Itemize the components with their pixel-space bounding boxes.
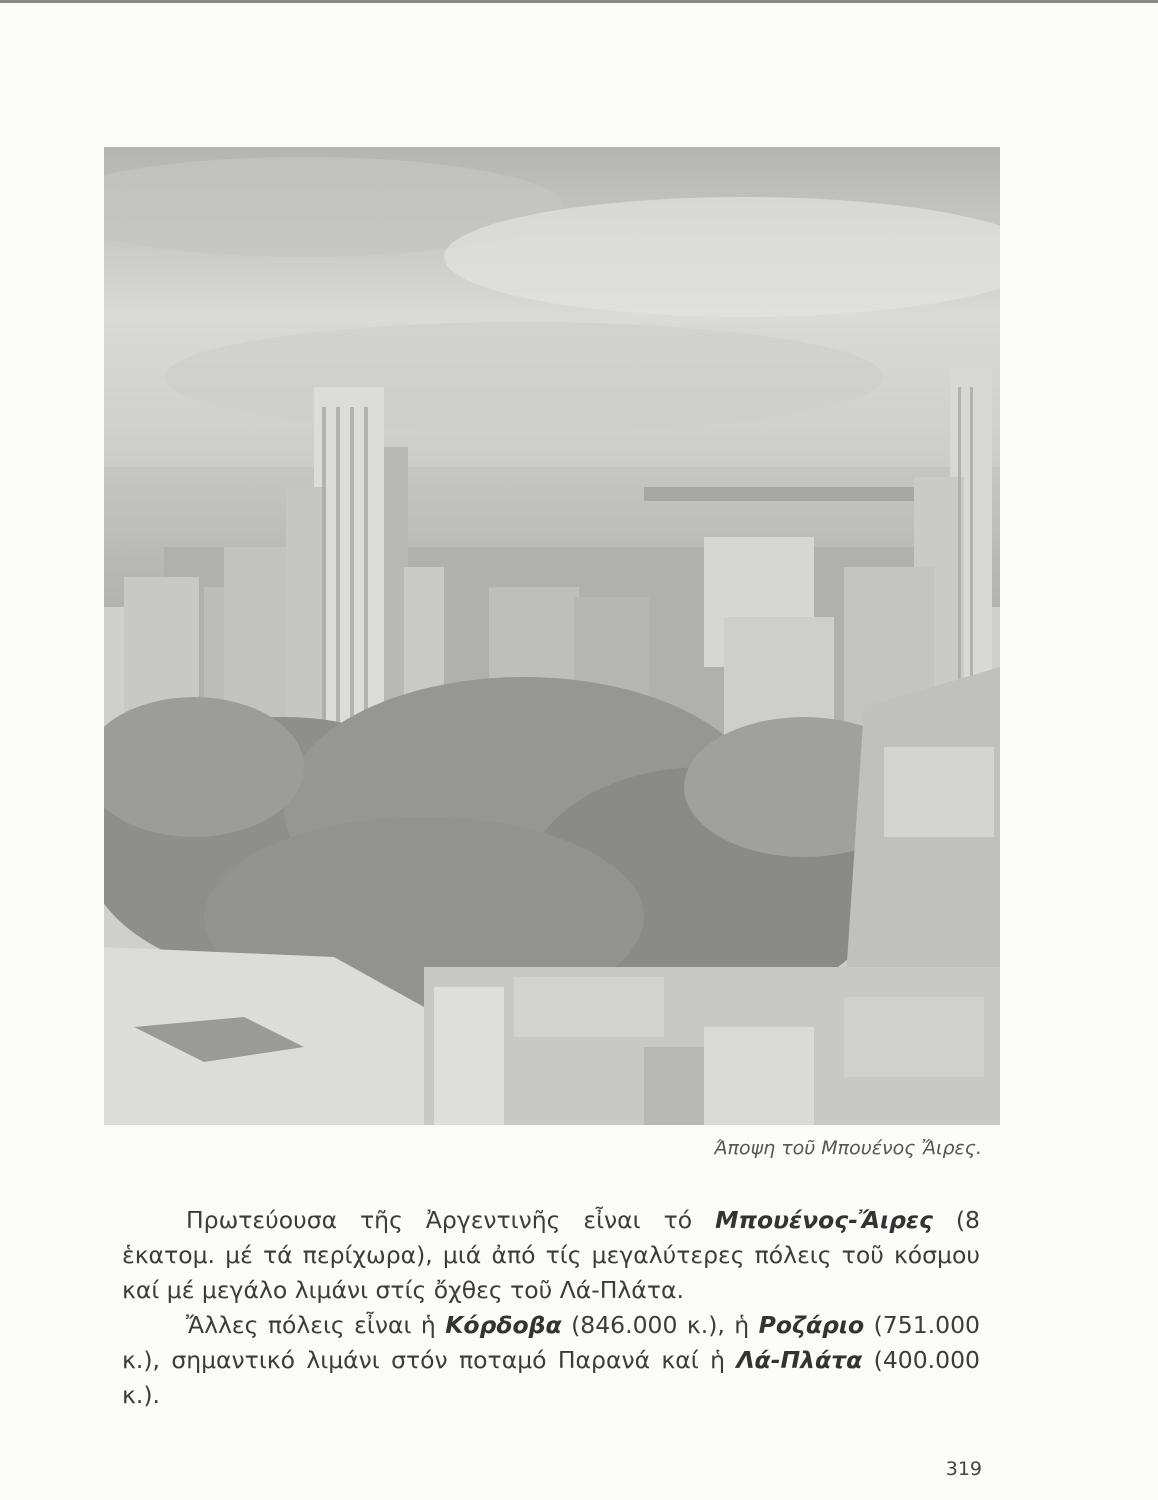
text-run: Ἄλλες πόλεις εἶναι ἡ <box>186 1311 446 1339</box>
paragraph-other-cities <box>122 1308 980 1413</box>
city-name-buenos-aires: Μπουένος-Ἄιρες <box>715 1206 933 1234</box>
photo-caption: Άποψη τοῦ Μπουένος Ἄιρες. <box>714 1137 982 1159</box>
city-photo-illustration <box>104 147 1000 1125</box>
text-run: Πρωτεύουσα τῆς Ἀργεντινῆς εἶναι τό <box>186 1206 716 1234</box>
body-text <box>122 1203 980 1413</box>
top-rule <box>0 0 1158 3</box>
text-run: (400.000 κ.). <box>122 1346 980 1409</box>
city-photo <box>104 147 1000 1125</box>
city-name-la-plata: Λά-Πλάτα <box>736 1346 863 1374</box>
text-run: (751.000 κ.), σημαντικό λιμάνι στόν ποταμό Παρανά καί ἡ <box>122 1311 980 1374</box>
text-run: (846.000 κ.), ἡ <box>561 1311 759 1339</box>
text-run: (8 ἑκατομ. μέ τά περίχωρα), μιά ἀπό τίς μεγαλύτερες πόλεις τοῦ κόσμου καί μέ μεγάλο λιμάνι στίς ὄχθες τοῦ Λά-Πλάτα. <box>122 1206 981 1304</box>
paragraph-capital <box>122 1203 980 1308</box>
page-number: 319 <box>945 1458 982 1480</box>
city-name-rosario: Ροζάριο <box>758 1311 865 1339</box>
city-name-cordoba: Κόρδοβα <box>445 1311 562 1339</box>
